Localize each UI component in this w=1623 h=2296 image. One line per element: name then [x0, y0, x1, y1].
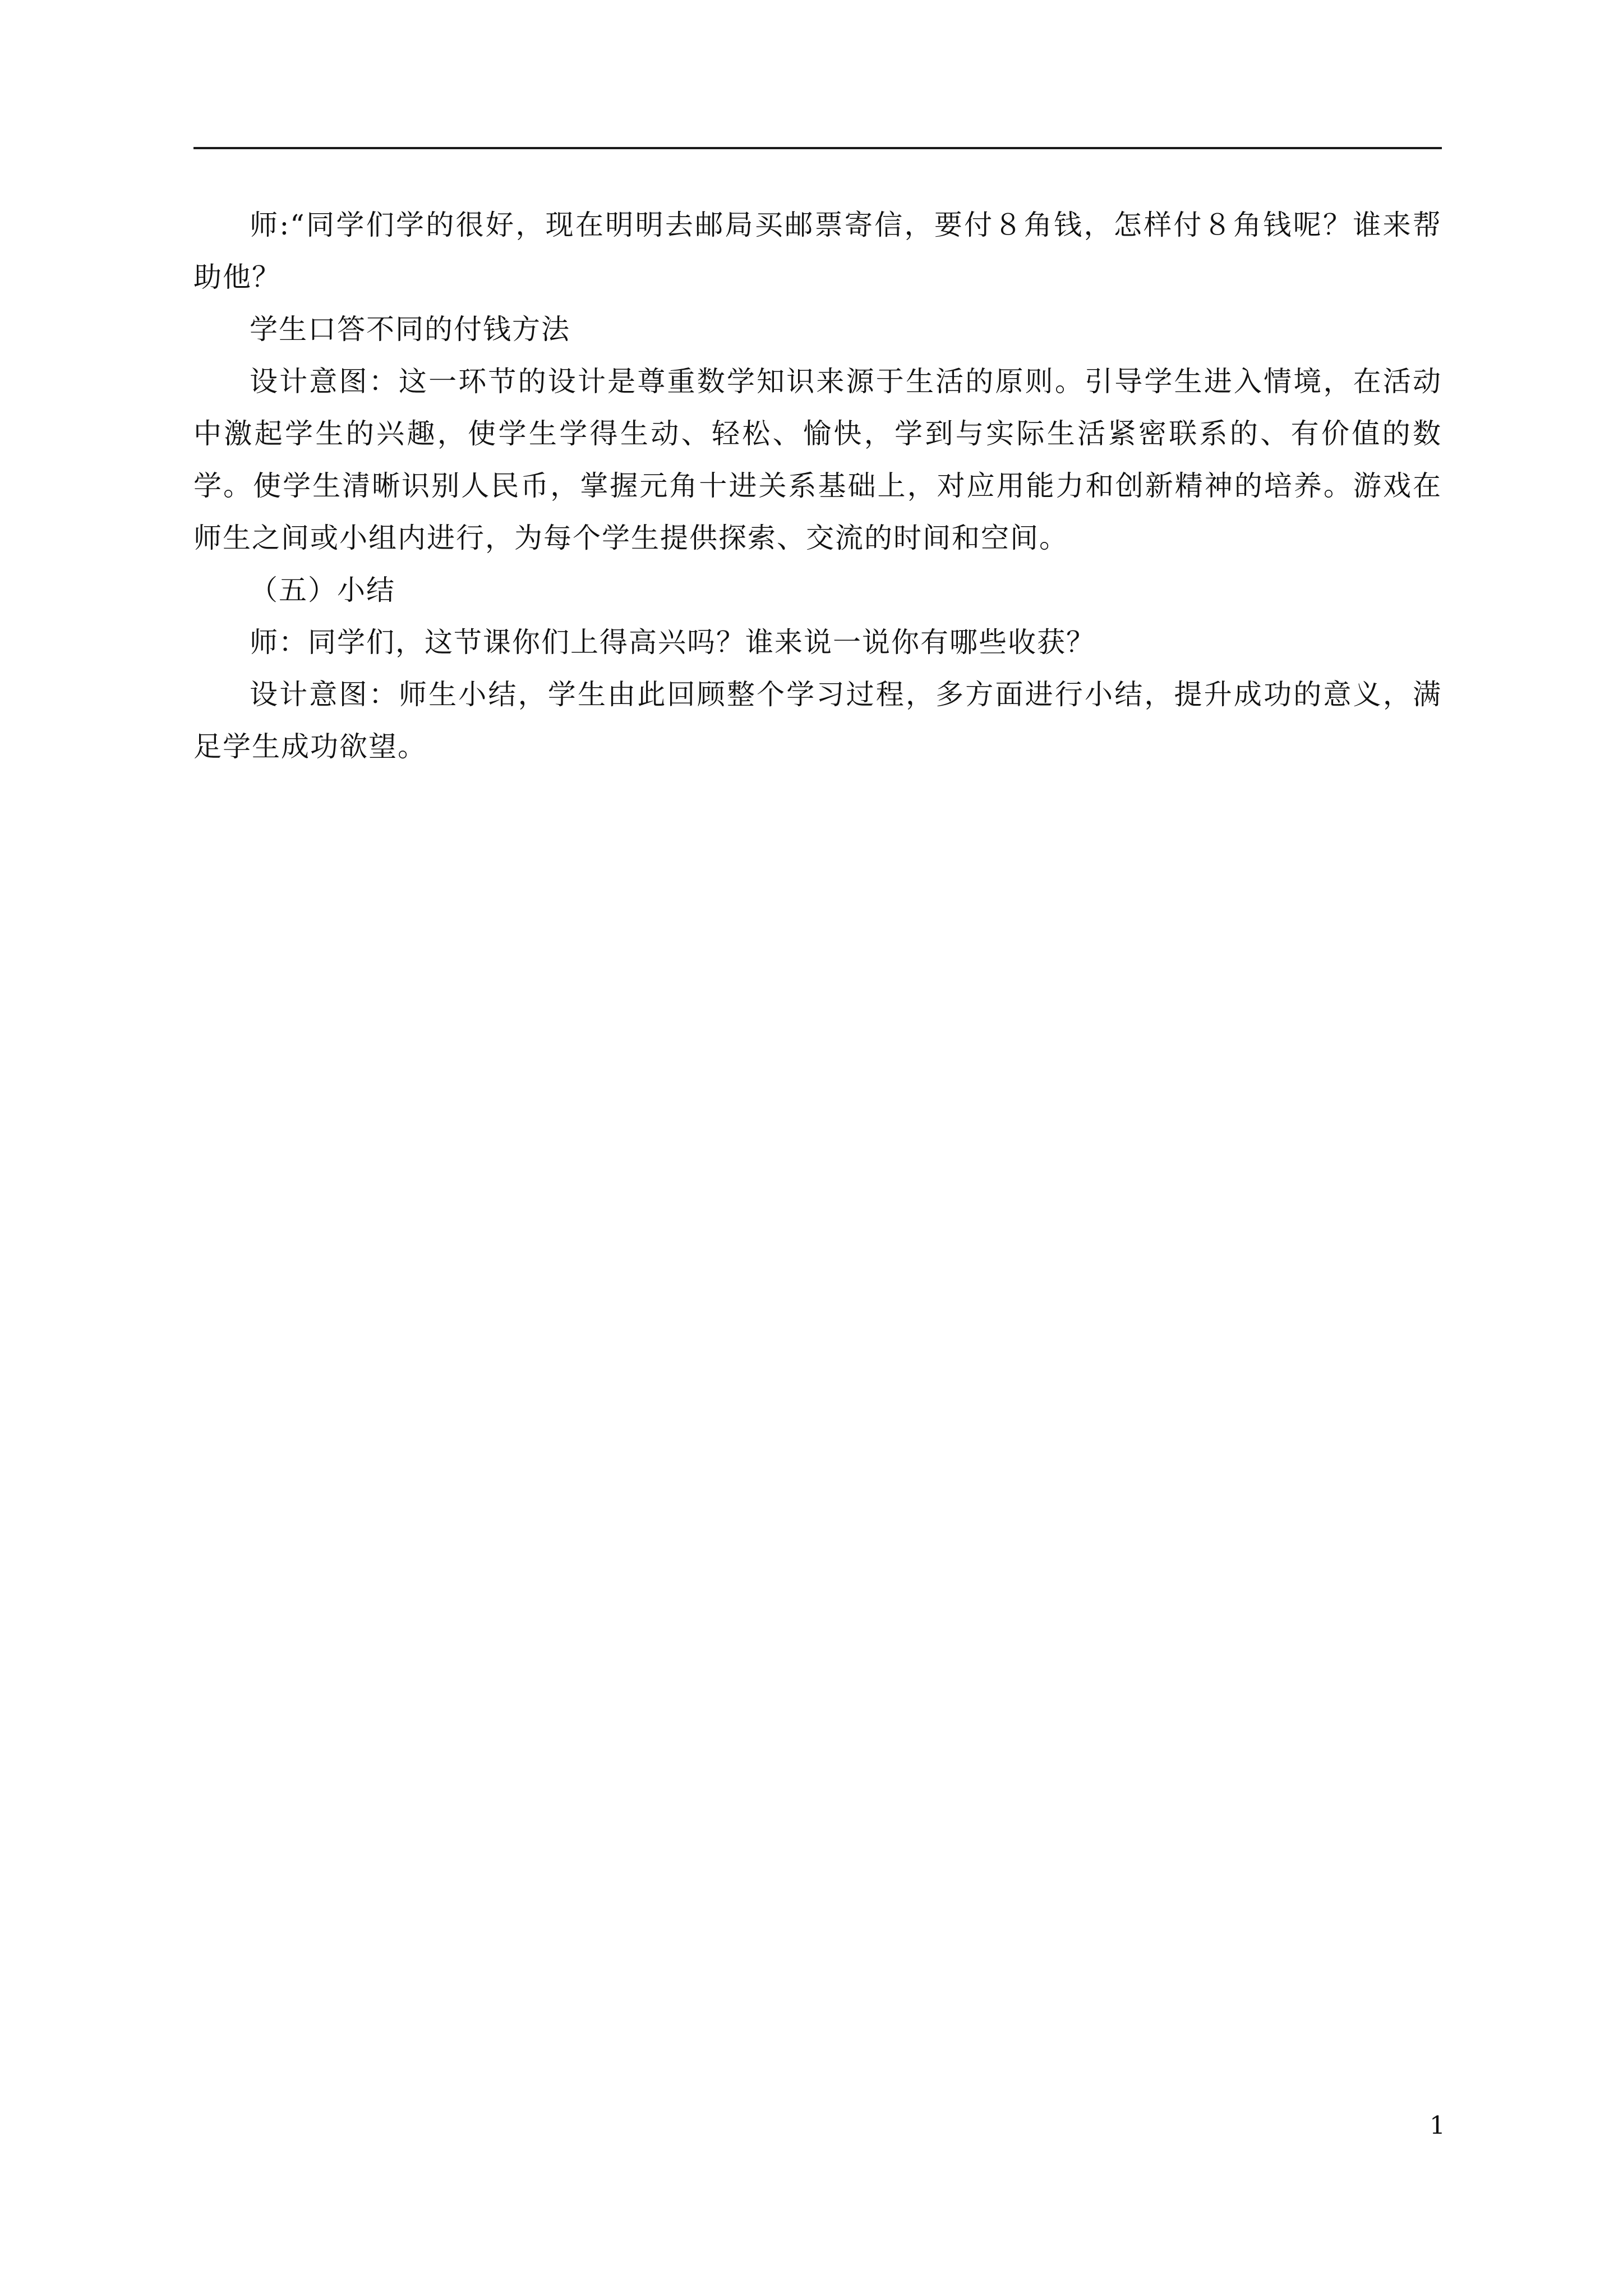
document-body	[193, 199, 1442, 773]
paragraph-teacher-question: 师:“同学们学的很好，现在明明去邮局买邮票寄信，要付８角钱，怎样付８角钱呢？谁来帮助他？	[193, 209, 1442, 293]
section-heading-summary: （五）小结	[250, 574, 395, 606]
page-number: 1	[1430, 2111, 1445, 2140]
paragraph-design-intent-summary: 设计意图：师生小结，学生由此回顾整个学习过程，多方面进行小结，提升成功的意义，满足学生成功欲望。	[193, 678, 1442, 763]
header-rule	[193, 147, 1442, 149]
paragraph-design-intent-activity: 设计意图：这一环节的设计是尊重数学知识来源于生活的原则。引导学生进入情境，在活动中激起学生的兴趣，使学生学得生动、轻松、愉快，学到与实际生活紧密联系的、有价值的数学。使学生清晰识别人民币，掌握元角十进关系基础上，对应用能力和创新精神的培养。游戏在师生之间或小组内进行，为每个学生提供探索、交流的时间和空间。	[193, 365, 1442, 554]
paragraph-student-answer: 学生口答不同的付钱方法	[250, 313, 570, 346]
paragraph-teacher-summary-question: 师：同学们，这节课你们上得高兴吗？谁来说一说你有哪些收获？	[250, 626, 1095, 659]
